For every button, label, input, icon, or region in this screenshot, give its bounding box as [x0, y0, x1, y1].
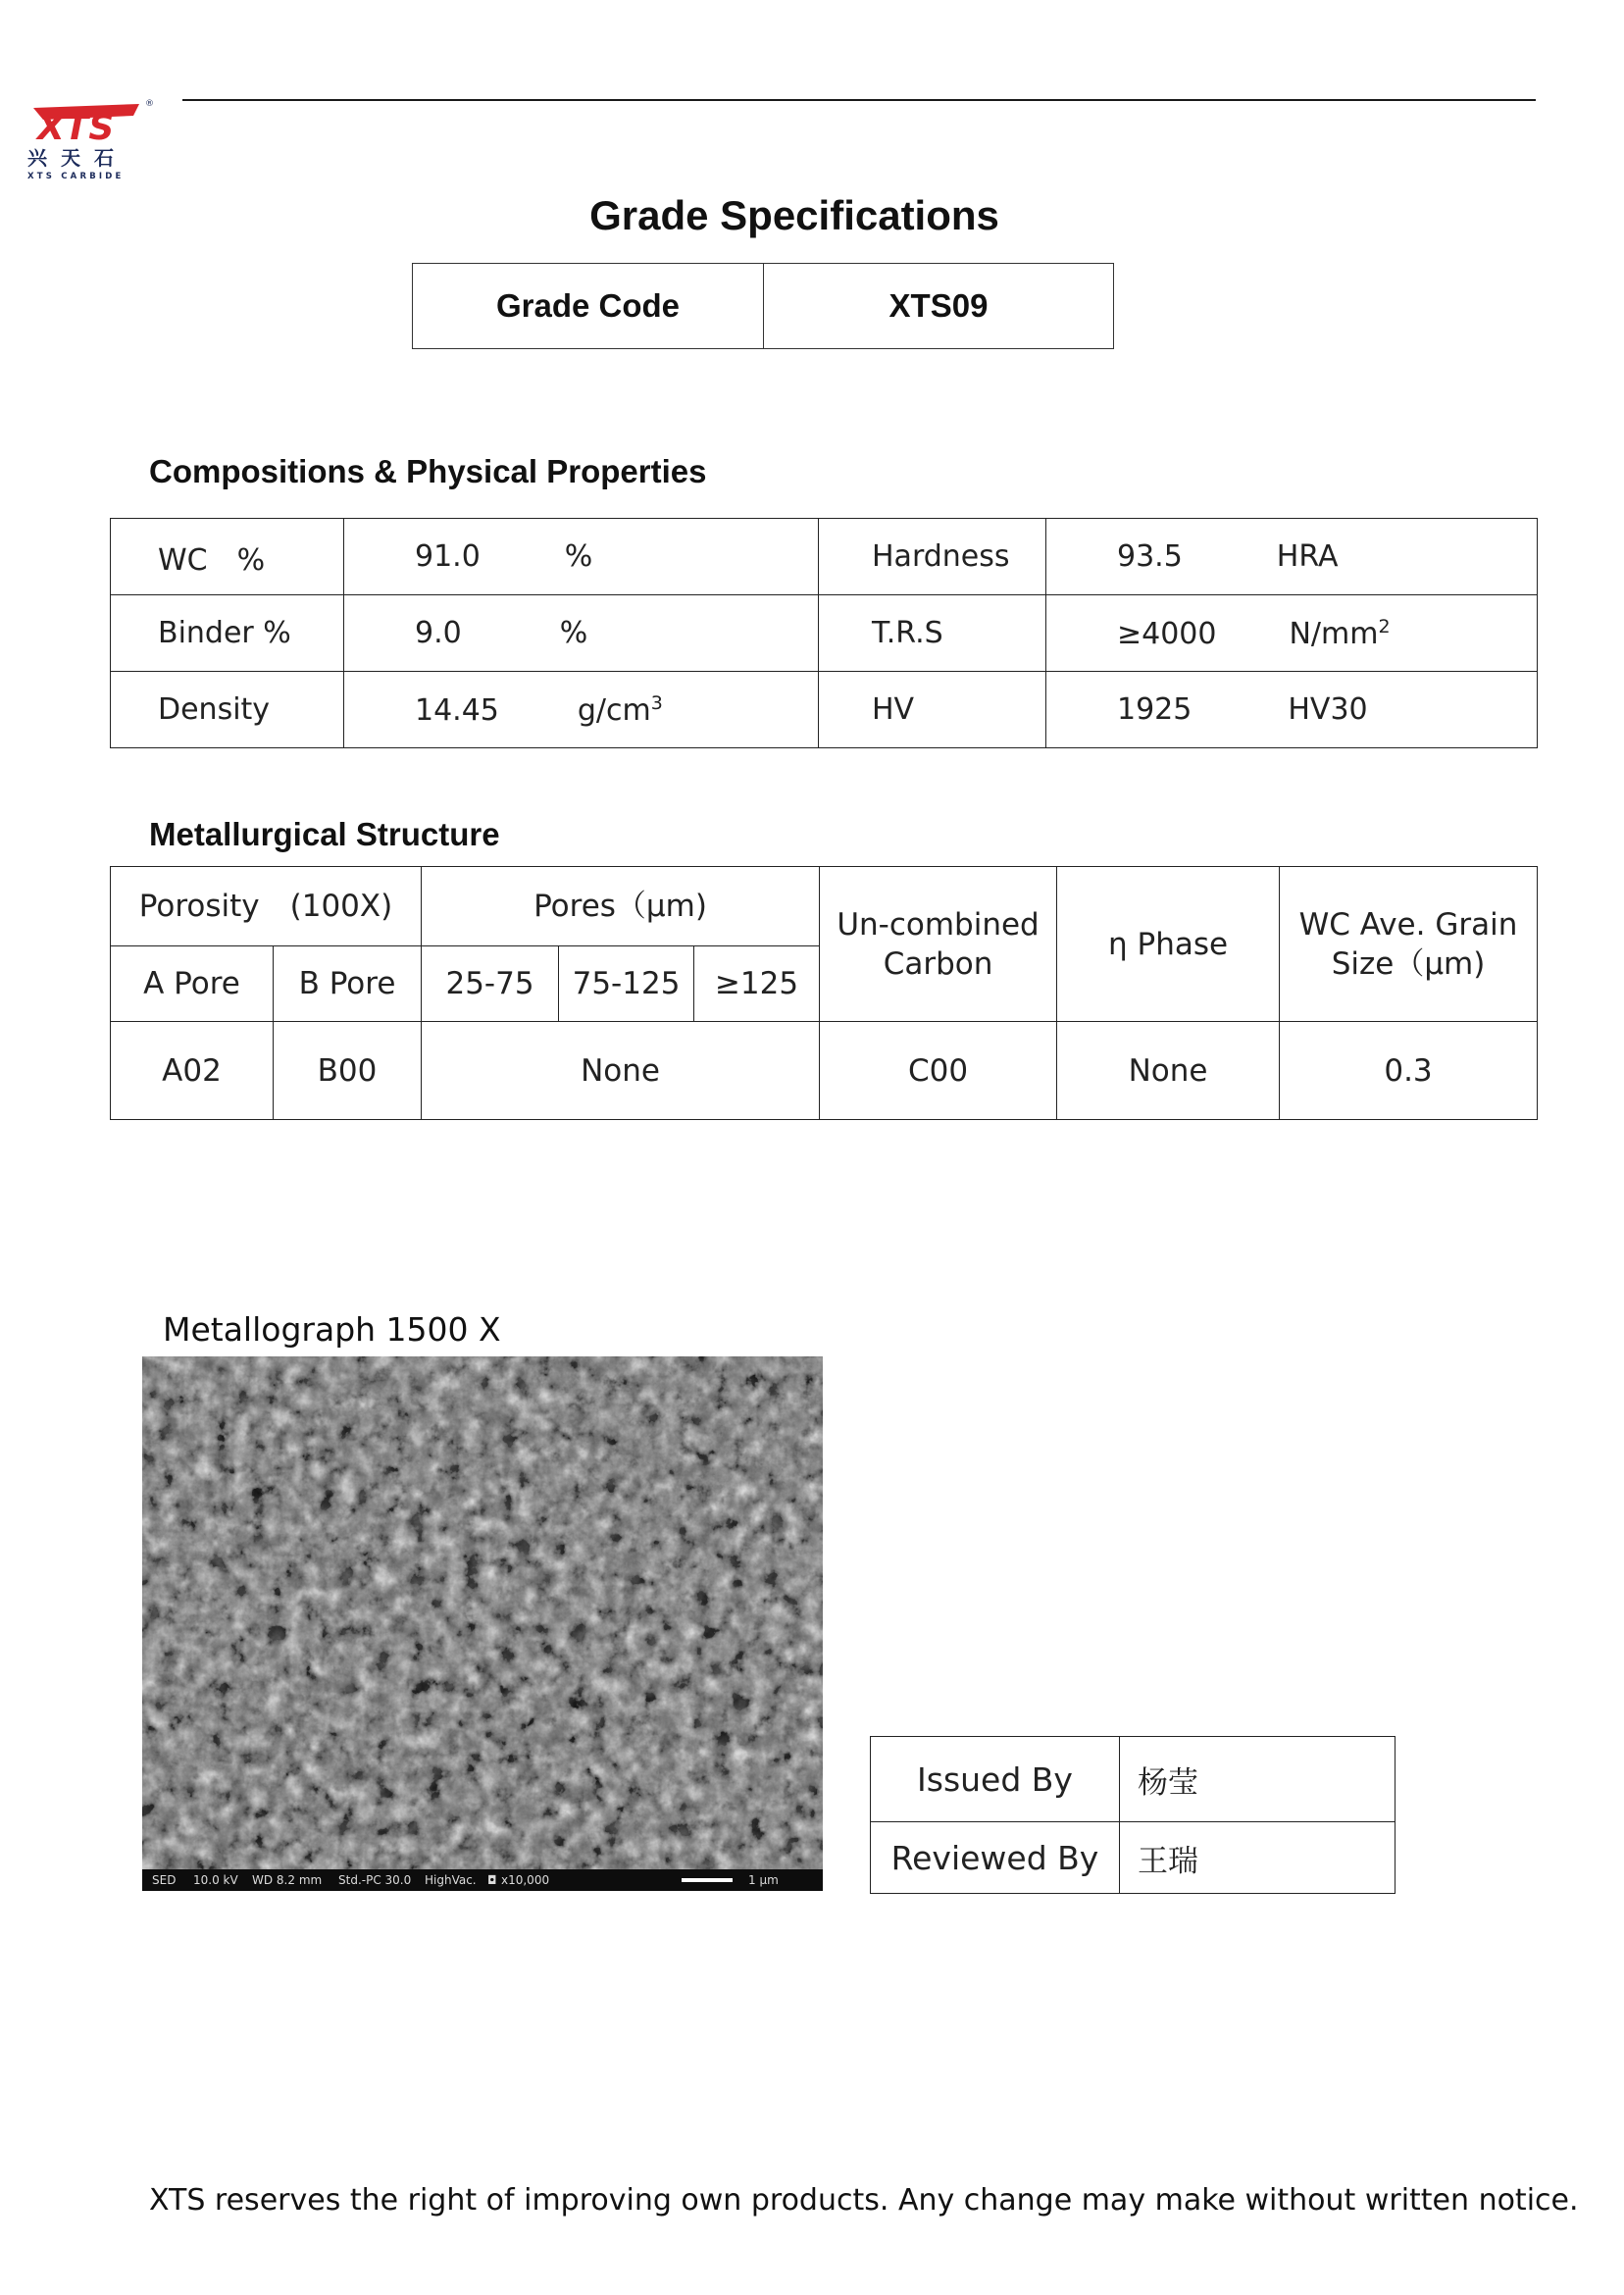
- header-rule: [182, 99, 1536, 101]
- grain-line2: Size（μm): [1331, 945, 1486, 982]
- grade-code-label: Grade Code: [495, 287, 681, 324]
- hv-value: [1046, 672, 1538, 748]
- mg-info-vacuum: HighVac.: [425, 1873, 477, 1887]
- hardness-unit: HRA: [1276, 539, 1339, 574]
- trs-unit-base: N/mm: [1289, 616, 1379, 651]
- table-row: [111, 595, 1538, 672]
- hardness-number: 93.5: [1117, 539, 1183, 574]
- metallurgical-table: [110, 866, 1538, 1120]
- table-row: [871, 1737, 1396, 1822]
- uncombined-line1: Un-combined: [837, 906, 1040, 943]
- mg-scale-label: 1 μm: [748, 1873, 779, 1887]
- pore-range-25-75: 25-75: [422, 946, 559, 1022]
- pores-header: Pores（μm): [422, 867, 820, 946]
- table-row: [111, 1022, 1538, 1120]
- issued-by-label: Issued By: [871, 1737, 1120, 1822]
- signoff-table: [870, 1736, 1396, 1894]
- porosity-header: Porosity (100X): [111, 867, 422, 946]
- uncombined-carbon-value: C00: [820, 1022, 1057, 1120]
- binder-number: 9.0: [415, 616, 462, 650]
- table-row: [111, 672, 1538, 748]
- reviewed-by-label: Reviewed By: [871, 1822, 1120, 1894]
- grade-code-value: XTS09: [763, 264, 1113, 348]
- mg-info-mode: Std.-PC 30.0: [338, 1873, 412, 1887]
- trs-unit: [1289, 616, 1390, 651]
- issued-by-name: 杨莹: [1120, 1737, 1396, 1822]
- scale-bar: [682, 1878, 733, 1882]
- pore-range-125-plus: ≥125: [694, 946, 820, 1022]
- density-unit-base: g/cm: [577, 692, 651, 728]
- micrograph-texture: [142, 1356, 823, 1869]
- mg-info-wd: WD 8.2 mm: [252, 1873, 323, 1887]
- hardness-label: Hardness: [819, 519, 1046, 595]
- camera-icon: ◘: [487, 1873, 497, 1887]
- hardness-value: [1046, 519, 1538, 595]
- binder-label: Binder %: [111, 595, 344, 672]
- b-pore-value: B00: [274, 1022, 422, 1120]
- density-unit-exp: 3: [650, 691, 663, 714]
- mg-info-mag: x10,000: [501, 1873, 550, 1887]
- table-row: [871, 1822, 1396, 1894]
- micrograph-info-bar: [142, 1869, 823, 1891]
- hv-unit: HV30: [1288, 692, 1368, 727]
- pore-range-75-125: 75-125: [559, 946, 694, 1022]
- grade-code-box: [412, 263, 1114, 349]
- logo-graphic: [24, 96, 153, 182]
- pores-value: None: [422, 1022, 820, 1120]
- metallograph-image: [142, 1356, 823, 1891]
- grain-line1: WC Ave. Grain: [1298, 906, 1518, 943]
- binder-unit: %: [559, 616, 588, 650]
- logo-subtext: XTS CARBIDE: [27, 172, 125, 181]
- compositions-table: [110, 518, 1538, 748]
- logo-text: XTS: [37, 108, 115, 148]
- wc-label: WC %: [111, 519, 344, 595]
- company-logo: [24, 96, 153, 182]
- reviewed-by-name: 王瑞: [1120, 1822, 1396, 1894]
- wc-value: [344, 519, 819, 595]
- uncombined-carbon-header: [820, 867, 1057, 1022]
- grain-size-header: [1280, 867, 1538, 1022]
- metallograph-label: Metallograph 1500 X: [163, 1310, 501, 1349]
- grain-size-value: 0.3: [1280, 1022, 1538, 1120]
- mg-info-voltage: 10.0 kV: [193, 1873, 238, 1887]
- density-label: Density: [111, 672, 344, 748]
- hv-label: HV: [819, 672, 1046, 748]
- page-title: Grade Specifications: [589, 192, 999, 238]
- density-value: [344, 672, 819, 748]
- registered-mark: ®: [145, 99, 154, 109]
- wc-number: 91.0: [415, 539, 481, 574]
- trs-label: T.R.S: [819, 595, 1046, 672]
- compositions-heading: Compositions & Physical Properties: [149, 453, 707, 489]
- metallurgical-heading: Metallurgical Structure: [149, 816, 500, 852]
- trs-unit-exp: 2: [1378, 615, 1391, 638]
- trs-number: ≥4000: [1117, 616, 1217, 651]
- mg-info-detector: SED: [152, 1873, 177, 1887]
- micrograph-fine-layer: [142, 1356, 823, 1869]
- uncombined-line2: Carbon: [883, 945, 993, 982]
- wc-unit: %: [564, 539, 593, 574]
- density-unit: [578, 692, 663, 728]
- density-number: 14.45: [415, 692, 499, 728]
- hv-number: 1925: [1117, 692, 1193, 727]
- a-pore-header: A Pore: [111, 946, 274, 1022]
- a-pore-value: A02: [111, 1022, 274, 1120]
- b-pore-header: B Pore: [274, 946, 422, 1022]
- footer-notice: XTS reserves the right of improving own products. Any change may make without written notice.: [149, 2183, 1579, 2218]
- table-row: [111, 867, 1538, 946]
- trs-value: [1046, 595, 1538, 672]
- binder-value: [344, 595, 819, 672]
- eta-phase-header: η Phase: [1057, 867, 1280, 1022]
- table-row: [111, 519, 1538, 595]
- logo-chinese: 兴天石: [27, 146, 127, 170]
- eta-phase-value: None: [1057, 1022, 1280, 1120]
